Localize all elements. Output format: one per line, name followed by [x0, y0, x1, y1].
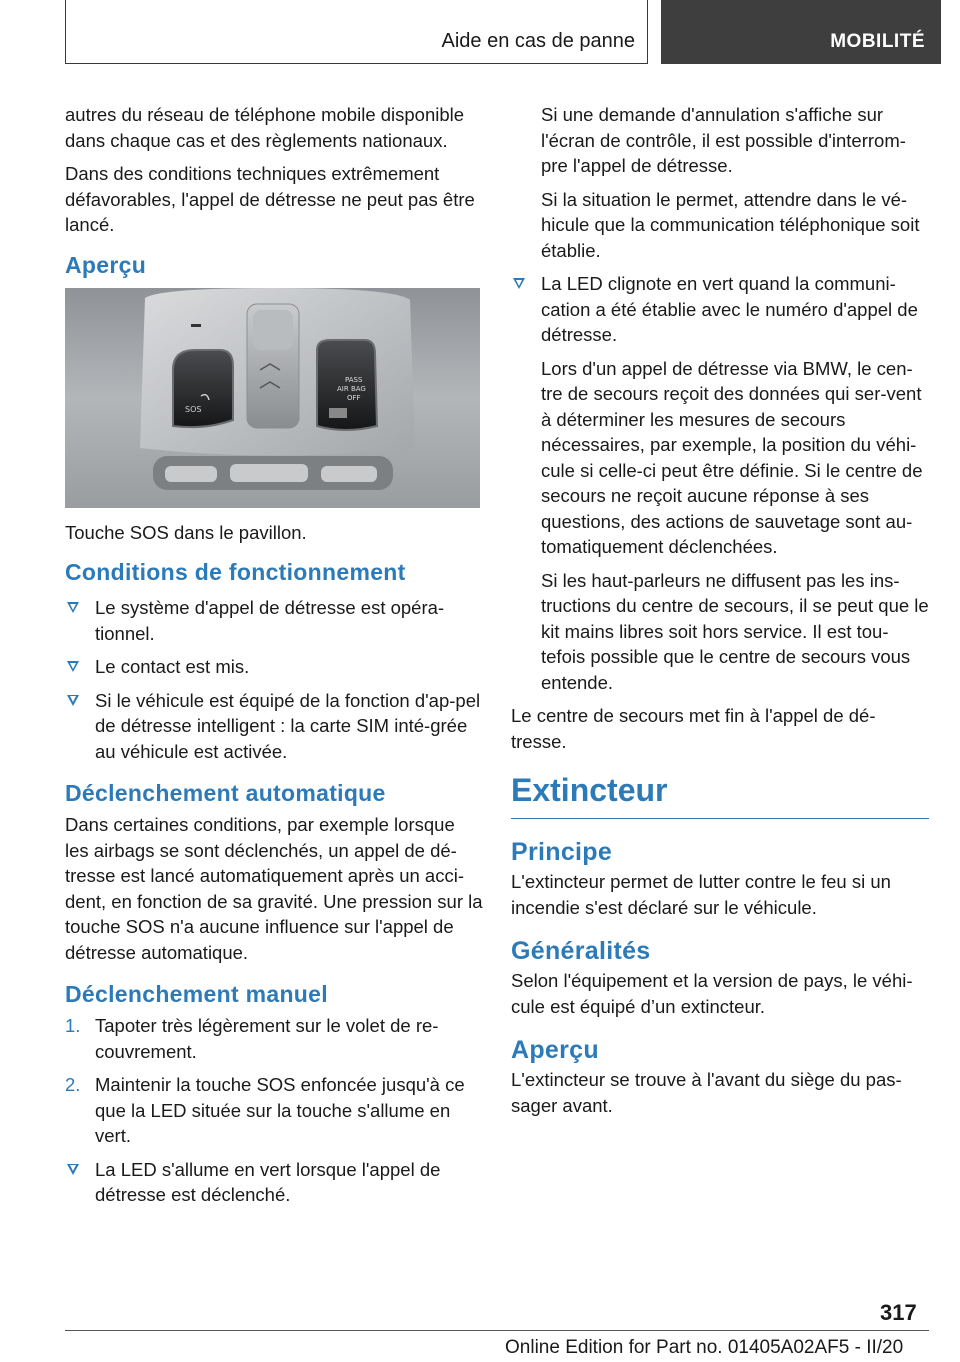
heading-principe: Principe	[511, 838, 613, 866]
triangle-bullet-icon	[67, 1164, 79, 1175]
triangle-bullet-icon	[67, 602, 79, 613]
step-number: 1.	[65, 1015, 81, 1036]
heading-auto: Déclenchement automatique	[65, 780, 386, 806]
triangle-bullet-icon	[67, 661, 79, 672]
airbag-label: AIR BAG	[337, 384, 366, 393]
heading-apercu: Aperçu	[65, 251, 147, 278]
list-item: Le système d'appel de détresse est opéra-tionnel.	[65, 595, 483, 646]
pass-label: PASS	[345, 375, 363, 384]
list-item: La LED s'allume en vert lorsque l'appel de détresse est déclenché.	[65, 1157, 483, 1208]
paragraph: Si la situation le permet, attendre dans le vé-hicule que la communication téléphonique soit établie.	[541, 188, 920, 261]
heading-generalites: Généralités	[511, 937, 651, 965]
page-number: 317	[880, 1300, 917, 1325]
footer-edition: Online Edition for Part no. 01405A02AF5 - II/20	[505, 1337, 904, 1358]
header-section-box	[65, 0, 648, 64]
heading-conditions: Conditions de fonctionnement	[65, 559, 406, 585]
left-column	[65, 102, 483, 1216]
footer-divider	[65, 1330, 929, 1331]
paragraph: L'extincteur permet de lutter contre le feu si un incendie s'est déclaré sur le véhicule.	[511, 871, 891, 918]
right-column	[511, 102, 929, 1126]
paragraph: Dans des conditions techniques extrêmement défavorables, l'appel de détresse ne peut pas être lancé.	[65, 163, 475, 235]
image-caption: Touche SOS dans le pavillon.	[65, 521, 307, 543]
list-item: Le contact est mis.	[65, 654, 483, 680]
triangle-bullet-icon	[67, 695, 79, 706]
heading-extincteur: Extincteur	[511, 768, 929, 819]
step-number: 2.	[65, 1074, 81, 1095]
step-item: 1. Tapoter très légèrement sur le volet de re-couvrement.	[65, 1015, 439, 1062]
sos-label: SOS	[185, 404, 202, 414]
paragraph: L'extincteur se trouve à l'avant du siège du pas-sager avant.	[511, 1069, 902, 1116]
list-item: La LED clignote en vert quand la communi-cation a été établie avec le numéro d'appel de détresse.	[511, 271, 929, 348]
paragraph: Le centre de secours met fin à l'appel de dé-tresse.	[511, 705, 876, 752]
heading-manuel: Déclenchement manuel	[65, 981, 328, 1007]
step-item: 2. Maintenir la touche SOS enfoncée jusqu'à ce que la LED située sur la touche s'allume en vert.	[65, 1074, 465, 1146]
triangle-bullet-icon	[513, 278, 525, 289]
paragraph: Si les haut-parleurs ne diffusent pas les ins-tructions du centre de secours, il se peut que le kit mains libres soit hors service. Il est tou-tefois possible que le centre de secours vous entende.	[541, 569, 929, 693]
paragraph: Dans certaines conditions, par exemple lorsque les airbags se sont déclenchés, un appel de dé-tresse est lancé automatiquement après un acci-dent, en fonction de sa gravité. Une pression sur la touche SOS n'a aucune influence sur l'appel de détresse automatique.	[65, 814, 483, 963]
paragraph: autres du réseau de téléphone mobile disponible dans chaque cas et des règlements nationaux.	[65, 104, 465, 151]
heading-apercu-2: Aperçu	[511, 1036, 599, 1064]
list-item: Si le véhicule est équipé de la fonction d'ap-pel de détresse intelligent : la carte SIM inté-grée au véhicule est activée.	[65, 688, 483, 765]
sos-button-photo	[65, 288, 480, 508]
header-chapter-tab[interactable]	[661, 0, 941, 64]
paragraph: Lors d'un appel de détresse via BMW, le cen-tre de secours reçoit des données qui ser-vent à déterminer les mesures de secours nécessaires, par exemple, la position du véhi-cule si celle-ci peut être définie. Si le centre de secours ne reçoit aucune réponse à ses questions, des actions de sauvetage sont au-tomatiquement déclenchées.	[541, 357, 923, 557]
paragraph: Selon l'équipement et la version de pays, le véhi-cule est équipé d’un extincteur.	[511, 970, 913, 1017]
paragraph: Si une demande d'annulation s'affiche sur l'écran de contrôle, il est possible d'interrom-pre l'appel de détresse.	[541, 104, 906, 176]
header-section-title: Aide en cas de panne	[441, 30, 635, 52]
header-chapter-label: MOBILITÉ	[830, 31, 925, 52]
off-label: OFF	[347, 393, 361, 402]
